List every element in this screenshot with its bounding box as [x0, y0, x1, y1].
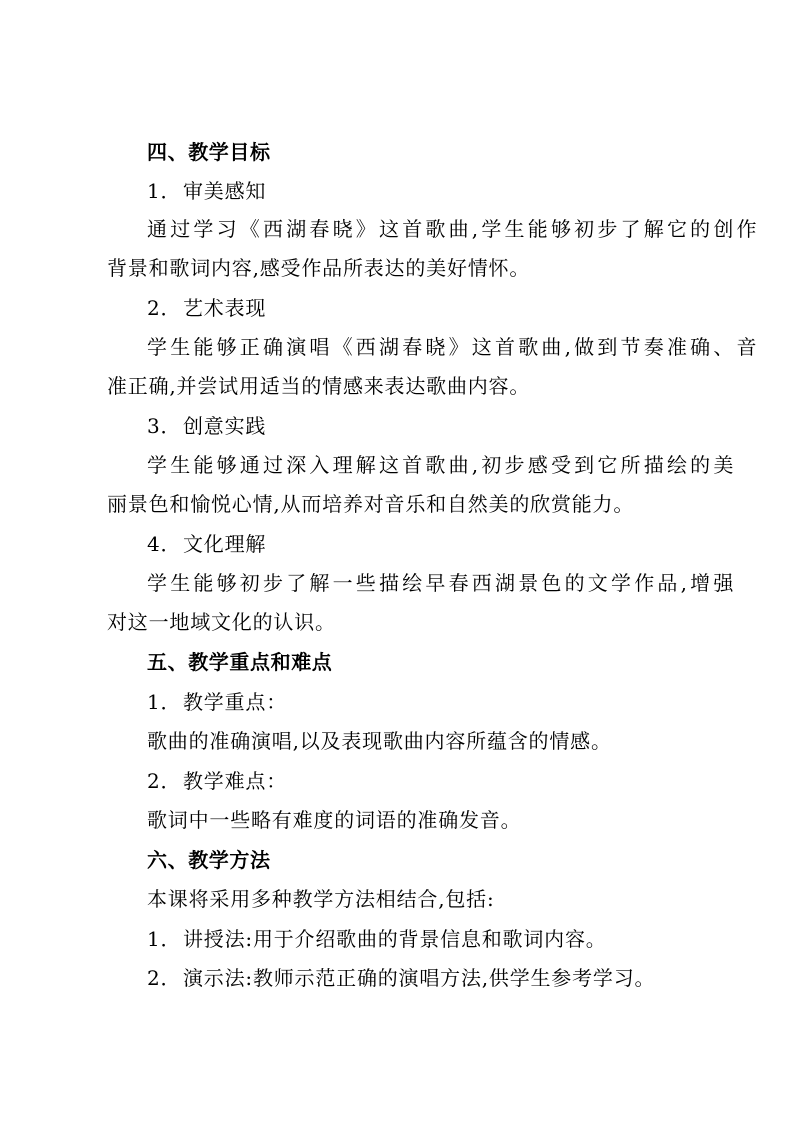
paragraph-line: 学生能够正确演唱《西湖春晓》这首歌曲,做到节奏准确、音 [147, 335, 760, 359]
paragraph-line: 歌曲的准确演唱,以及表现歌曲内容所蕴含的情感。 [147, 729, 612, 753]
objective-title: 艺术表现 [183, 296, 267, 320]
paragraph-line: 本课将采用多种教学方法相结合,包括: [147, 887, 495, 911]
objective-title: 创意实践 [183, 414, 267, 438]
method-text: 讲授法:用于介绍歌曲的背景信息和歌词内容。 [183, 927, 607, 951]
section-heading-teaching-methods: 六、教学方法 [147, 848, 271, 872]
item-number: 4． [147, 532, 182, 556]
method-item [147, 964, 737, 992]
objective-title: 审美感知 [183, 179, 267, 203]
paragraph-line: 学生能够通过深入理解这首歌曲,初步感受到它所描绘的美 [147, 453, 737, 477]
item-number: 1． [147, 690, 182, 714]
method-text: 演示法:教师示范正确的演唱方法,供学生参考学习。 [183, 966, 656, 990]
item-number: 2． [147, 966, 182, 990]
paragraph-line: 歌词中一些略有难度的词语的准确发音。 [147, 808, 522, 832]
objective-1-title-line [147, 177, 737, 205]
paragraph-line: 学生能够初步了解一些描绘早春西湖景色的文学作品,增强 [147, 571, 737, 595]
item-number: 2． [147, 769, 182, 793]
section-heading-key-points: 五、教学重点和难点 [147, 650, 333, 674]
section-heading-teaching-objectives: 四、教学目标 [147, 140, 271, 164]
item-number: 3． [147, 414, 182, 438]
difficulty-title-line [147, 767, 737, 795]
difficulty-title: 教学难点： [183, 769, 287, 793]
objective-3-title-line [147, 412, 737, 440]
item-number: 2． [147, 296, 182, 320]
objective-title: 文化理解 [183, 532, 267, 556]
item-number: 1． [147, 927, 182, 951]
paragraph-line: 准正确,并尝试用适当的情感来表达歌曲内容。 [107, 374, 531, 398]
key-point-title: 教学重点： [183, 690, 287, 714]
objective-4-title-line [147, 530, 737, 558]
item-number: 1． [147, 179, 182, 203]
method-item [147, 925, 737, 953]
paragraph-line: 通过学习《西湖春晓》这首歌曲,学生能够初步了解它的创作 [147, 217, 760, 241]
key-point-title-line [147, 688, 737, 716]
paragraph-line: 背景和歌词内容,感受作品所表达的美好情怀。 [107, 256, 531, 280]
paragraph-line: 对这一地域文化的认识。 [107, 610, 336, 634]
objective-2-title-line [147, 294, 737, 322]
paragraph-line: 丽景色和愉悦心情,从而培养对音乐和自然美的欣赏能力。 [107, 492, 635, 516]
